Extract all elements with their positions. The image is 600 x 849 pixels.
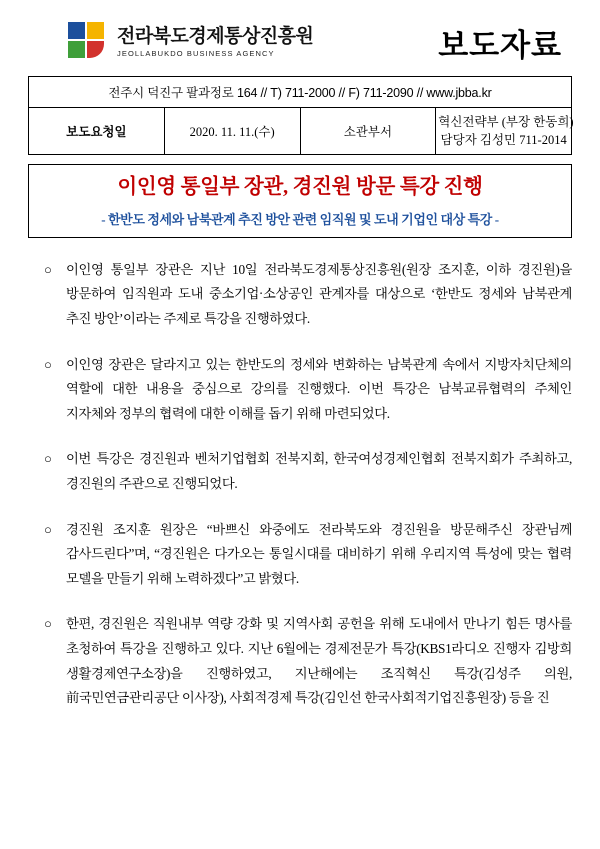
bullet-icon: ○ <box>44 451 52 467</box>
organization-name-en: JEOLLABUKDO BUSINESS AGENCY <box>117 48 275 58</box>
request-date-value: 2020. 11. 11.(수) <box>164 108 300 155</box>
organization-name-ko: 전라북도경제통상진흥원 <box>117 25 314 47</box>
article-body <box>28 258 572 711</box>
dept-line-1: 혁신전략부 (부장 한동희) <box>438 115 574 129</box>
dept-line-2: 담당자 김성민 711-2014 <box>440 133 567 148</box>
dept-label: 소관부서 <box>300 108 436 155</box>
paragraph-text: 이번 특강은 경진원과 벤처기업협회 전북지회, 한국여성경제인협회 전북지회가 주최하고, 경진원의 주관으로 진행되었다. <box>66 451 572 491</box>
organization-brand <box>68 22 313 62</box>
headline-box <box>28 164 572 238</box>
bullet-icon: ○ <box>44 521 52 537</box>
document-info-table <box>28 76 572 155</box>
paragraph-text: 이인영 장관은 달라지고 있는 한반도의 정세와 변화하는 남북관계 속에서 지방자치단체의 역할에 대한 내용을 중심으로 강의를 진행했다. 이번 특강은 남북교류협력의 주체인 지자체와 정부의 협력에 대한 이해를 돕기 위해 마련되었다. <box>66 356 572 421</box>
document-type-title: 보도자료 <box>438 27 562 63</box>
paragraph <box>44 447 572 496</box>
jbba-logo-icon <box>68 22 108 62</box>
address-cell: 전주시 덕진구 팔과정로 164 // T) 711-2000 // F) 711-2090 // www.jbba.kr <box>29 77 572 108</box>
headline-title: 이인영 통일부 장관, 경진원 방문 특강 진행 <box>117 176 483 199</box>
paragraph <box>44 518 572 592</box>
paragraph <box>44 353 572 427</box>
paragraph <box>44 258 572 332</box>
bullet-icon: ○ <box>44 616 52 632</box>
organization-name-block <box>117 27 313 58</box>
masthead <box>28 14 572 70</box>
address-row <box>29 77 572 108</box>
bullet-icon: ○ <box>44 356 52 372</box>
paragraph <box>44 612 572 710</box>
meta-row <box>29 108 572 155</box>
headline-subtitle: - 한반도 정세와 남북관계 추진 방안 관련 임직원 및 도내 기업인 대상 특강 - <box>101 211 499 227</box>
bullet-icon: ○ <box>44 261 52 277</box>
paragraph-text: 한편, 경진원은 직원내부 역량 강화 및 지역사회 공헌을 위해 도내에서 만나기 힘든 명사를 초청하여 특강을 진행하고 있다. 지난 6월에는 경제전문가 특강(KBS1라디오 진행자 김방희 생활경제연구소장)을 진행하였고, 지난해에는 조직혁신 특강(김성주 의원, 前국민연금관리공단 이사장), 사회적경제 특강(김인선 한국사회적기업진흥원장) 등을 진 <box>66 616 572 706</box>
paragraph-text: 이인영 통일부 장관은 지난 10일 전라북도경제통상진흥원(원장 조지훈, 이하 경진원)을 방문하여 임직원과 도내 중소기업·소상공인 관계자를 대상으로 ‘한반도 정세와 남북관계 추진 방안’이라는 주제로 특강을 진행하였다. <box>66 261 572 327</box>
paragraph-text: 경진원 조지훈 원장은 “바쁘신 와중에도 전라북도와 경진원을 방문해주신 장관님께 감사드린다”며, “경진원은 다가오는 통일시대를 대비하기 위해 우리지역 특성에 맞는 협력 모델을 만들기 위해 노력하겠다”고 밝혔다. <box>66 521 572 586</box>
dept-value <box>436 108 572 155</box>
request-date-label: 보도요청일 <box>29 108 165 155</box>
